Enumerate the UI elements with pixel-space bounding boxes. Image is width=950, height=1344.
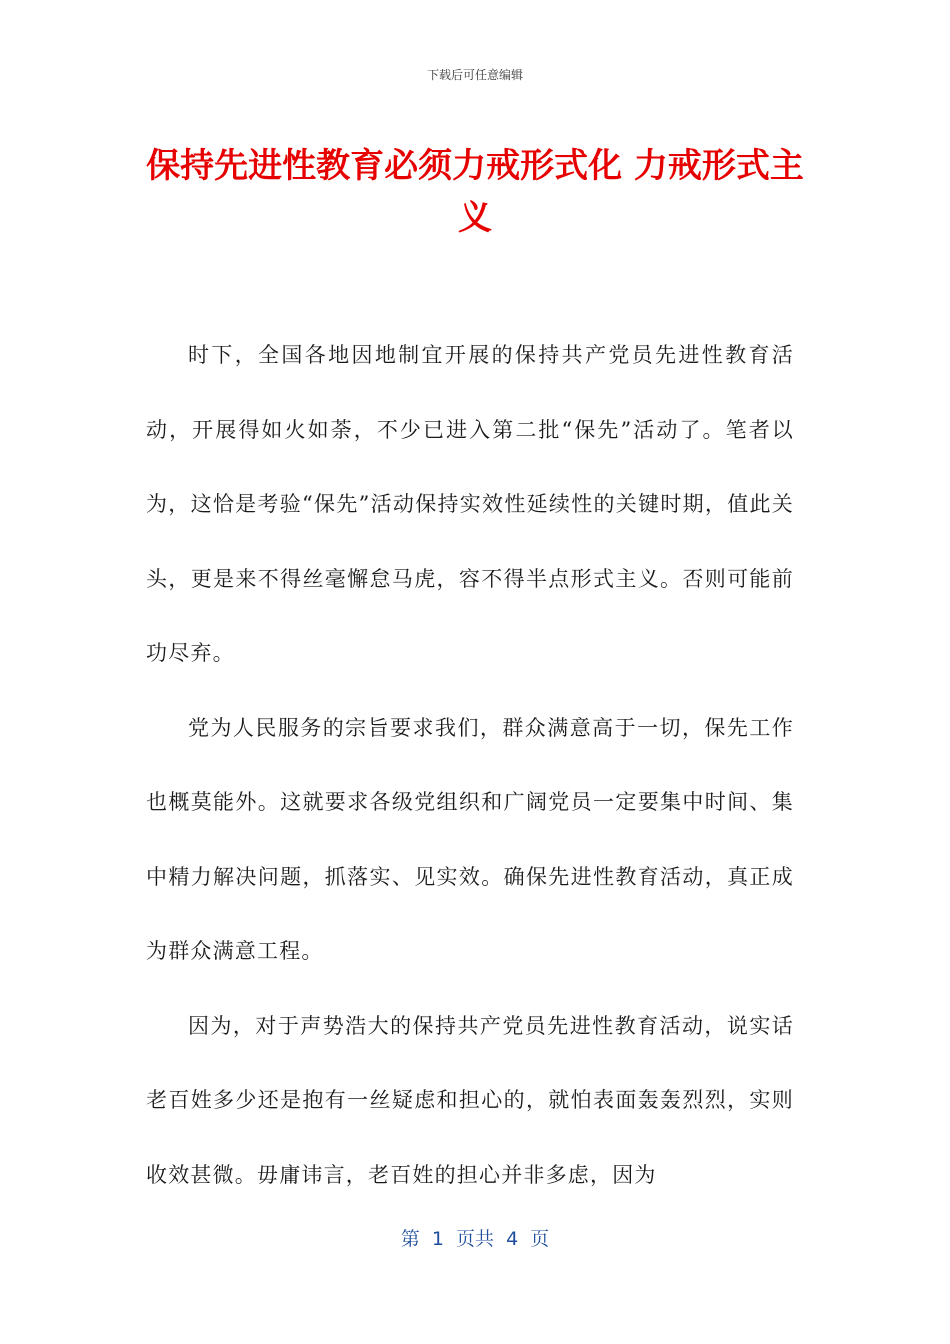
- header-note: 下载后可任意编辑: [426, 68, 523, 82]
- document-title: 保持先进性教育必须力戒形式化 力戒形式主义: [146, 146, 804, 238]
- page-number-footer: 第 1 页共 4 页: [400, 1228, 550, 1250]
- document-body: [146, 318, 794, 1212]
- paragraph-3: 因为，对于声势浩大的保持共产党员先进性教育活动，说实话老百姓多少还是抱有一丝疑虑和担心的，就怕表面轰轰烈烈，实则收效甚微。毋庸讳言，老百姓的担心并非多虑，因为: [146, 1013, 794, 1187]
- paragraph-1: 时下，全国各地因地制宜开展的保持共产党员先进性教育活动，开展得如火如荼，不少已进入第二批“保先”活动了。笔者以为，这恰是考验“保先”活动保持实效性延续性的关键时期，值此关头，更是来不得丝毫懈怠马虎，容不得半点形式主义。否则可能前功尽弃。: [146, 343, 794, 665]
- paragraph-2: 党为人民服务的宗旨要求我们，群众满意高于一切，保先工作也概莫能外。这就要求各级党组织和广阔党员一定要集中时间、集中精力解决问题，抓落实、见实效。确保先进性教育活动，真正成为群众满意工程。: [146, 715, 794, 963]
